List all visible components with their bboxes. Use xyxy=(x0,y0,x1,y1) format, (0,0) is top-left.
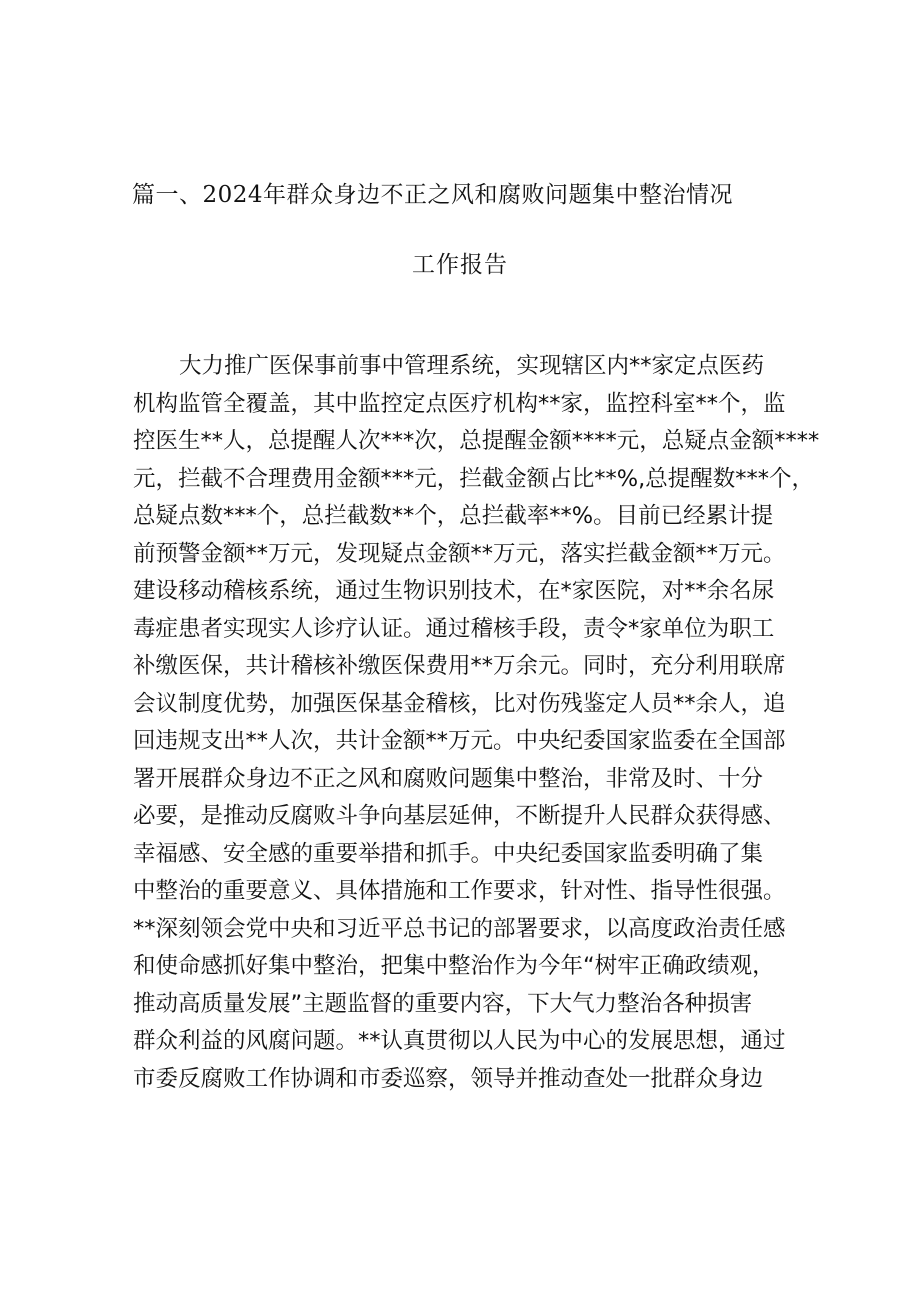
body-line: 群众利益的风腐问题。**认真贯彻以人民为中心的发展思想，通过 xyxy=(133,1028,786,1054)
document-title-line-1: 篇一、2024年群众身边不正之风和腐败问题集中整治情况 xyxy=(132,182,734,208)
body-line: 元，拦截不合理费用金额***元，拦截金额占比**%,总提醒数***个， xyxy=(133,465,815,492)
body-line: 市委反腐败工作协调和市委巡察，领导并推动查处一批群众身边 xyxy=(133,1065,764,1092)
body-line: 控医生**人，总提醒人次***次，总提醒金额****元，总疑点金额**** xyxy=(133,428,820,454)
body-line: 建设移动稽核系统，通过生物识别技术，在*家医院，对**余名尿 xyxy=(133,578,775,604)
body-line: 署开展群众身边不正之风和腐败问题集中整治，非常及时、十分 xyxy=(133,765,764,792)
document-title-line-2: 工作报告 xyxy=(412,252,508,278)
body-line: 毒症患者实现实人诊疗认证。通过稽核手段，责令*家单位为职工 xyxy=(133,615,775,642)
body-line: **深刻领会党中央和习近平总书记的部署要求，以高度政治责任感 xyxy=(133,915,786,942)
body-line: 幸福感、安全感的重要举措和抓手。中央纪委国家监委明确了集 xyxy=(133,840,764,867)
body-line: 前预警金额**万元，发现疑点金额**万元，落实拦截金额**万元。 xyxy=(133,540,786,567)
body-line: 必要，是推动反腐败斗争向基层延伸，不断提升人民群众获得感、 xyxy=(133,803,786,829)
body-line: 回违规支出**人次，共计金额**万元。中央纪委国家监委在全国部 xyxy=(133,728,786,754)
body-line: 和使命感抓好集中整治，把集中整治作为今年“树牢正确政绩观， xyxy=(133,953,775,979)
body-line: 补缴医保，共计稽核补缴医保费用**万余元。同时，充分利用联席 xyxy=(133,653,786,679)
body-line: 中整治的重要意义、具体措施和工作要求，针对性、指导性很强。 xyxy=(133,878,786,904)
body-line: 总疑点数***个，总拦截数**个，总拦截率**%。目前已经累计提 xyxy=(133,503,774,529)
body-line: 大力推广医保事前事中管理系统，实现辖区内**家定点医药 xyxy=(179,353,765,379)
document-body xyxy=(133,348,820,1098)
body-line: 推动高质量发展”主题监督的重要内容，下大气力整治各种损害 xyxy=(133,990,753,1017)
body-line: 机构监管全覆盖，其中监控定点医疗机构**家，监控科室**个，监 xyxy=(133,390,786,417)
body-line: 会议制度优势，加强医保基金稽核，比对伤残鉴定人员**余人，追 xyxy=(133,690,786,717)
